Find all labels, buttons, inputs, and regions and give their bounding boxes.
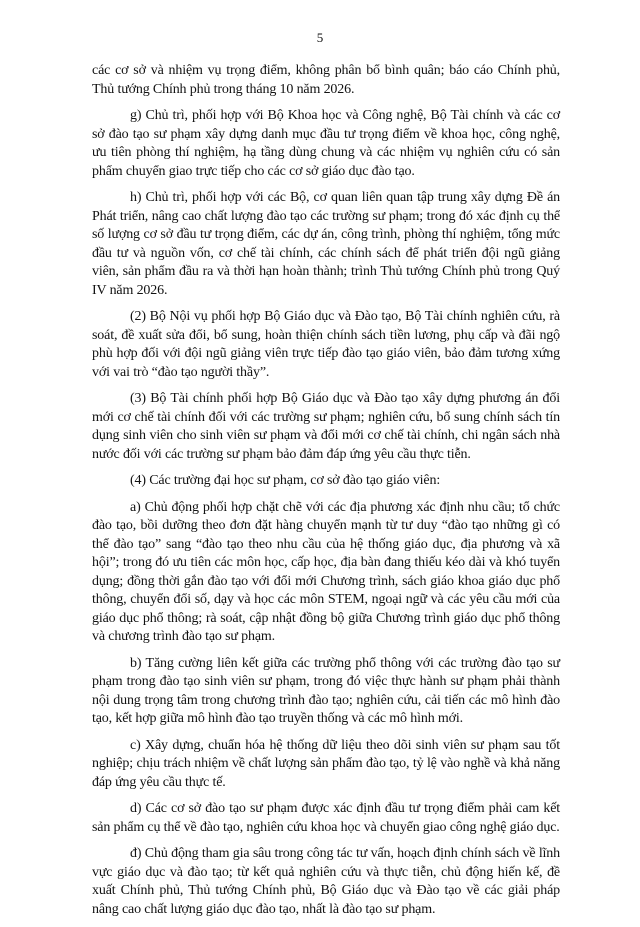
paragraph-4dd: đ) Chủ động tham gia sâu trong công tác tư vấn, hoạch định chính sách về lĩnh vực giáo dục và đào tạo; từ kết quả nghiên cứu và thực tiễn, chủ động hiến kế, đề xuất Chính phủ, Thủ tướng Chính phủ, Bộ Giáo dục và Đào tạo về các giải pháp nâng cao chất lượng giáo dục đào tạo, nhất là đào tạo sư phạm.	[92, 846, 560, 917]
paragraph-4-heading: (4) Các trường đại học sư phạm, cơ sở đào tạo giáo viên:	[130, 473, 441, 488]
paragraph-continuation: các cơ sở và nhiệm vụ trọng điểm, không phân bổ bình quân; báo cáo Chính phủ, Thủ tướng Chính phủ trong tháng 10 năm 2026.	[92, 63, 560, 97]
paragraph-4b: b) Tăng cường liên kết giữa các trường phổ thông với các trường đào tạo sư phạm trong đào tạo sinh viên sư phạm, trong đó việc thực hành sư phạm phải thành nội dung trọng tâm trong chương trình đào tạo; nghiên cứu, cải tiến các mô hình đào tạo, kết hợp giữa mô hình đào tạo truyền thống và các mô hình mới.	[92, 655, 560, 726]
page-number: 5	[316, 30, 324, 45]
document-body	[92, 62, 560, 927]
paragraph-g: g) Chủ trì, phối hợp với Bộ Khoa học và Công nghệ, Bộ Tài chính và các cơ sở đào tạo sư phạm xây dựng danh mục đầu tư trọng điểm về khoa học, công nghệ, ưu tiên phòng thí nghiệm, hạ tầng dùng chung và các nhiệm vụ nghiên cứu có sản phẩm chuyển giao trực tiếp cho các cơ sở giáo dục đào tạo.	[92, 108, 560, 179]
paragraph-h: h) Chủ trì, phối hợp với các Bộ, cơ quan liên quan tập trung xây dựng Đề án Phát triển, nâng cao chất lượng đào tạo các trường sư phạm; trong đó xác định cụ thể số lượng cơ sở đầu tư trọng điểm, các dự án, công trình, phòng thí nghiệm, tổng mức đầu tư và nguồn vốn, cơ chế tài chính, các chính sách để phát triển đội ngũ giảng viên, sản phẩm đầu ra và thời hạn hoàn thành; trình Thủ tướng Chính phủ trong Quý IV năm 2026.	[92, 190, 560, 298]
paragraph-4c: c) Xây dựng, chuẩn hóa hệ thống dữ liệu theo dõi sinh viên sư phạm sau tốt nghiệp; chịu trách nhiệm về chất lượng sản phẩm đào tạo, tỷ lệ vào nghề và khả năng đáp ứng yêu cầu thực tế.	[92, 737, 560, 790]
paragraph-2: (2) Bộ Nội vụ phối hợp Bộ Giáo dục và Đào tạo, Bộ Tài chính nghiên cứu, rà soát, đề xuất sửa đổi, bổ sung, hoàn thiện chính sách tiền lương, phụ cấp và đãi ngộ phù hợp đối với đội ngũ giảng viên trực tiếp đào tạo giáo viên, bảo đảm tương xứng với vai trò “đào tạo người thầy”.	[92, 309, 560, 380]
paragraph-3: (3) Bộ Tài chính phối hợp Bộ Giáo dục và Đào tạo xây dựng phương án đổi mới cơ chế tài chính đối với các trường sư phạm; nghiên cứu, bổ sung chính sách tín dụng sinh viên cho sinh viên sư phạm và đổi mới cơ chế tài chính, chi ngân sách nhà nước đối với các trường sư phạm bảo đảm đáp ứng yêu cầu thực tiễn.	[92, 391, 560, 462]
paragraph-4d: d) Các cơ sở đào tạo sư phạm được xác định đầu tư trọng điểm phải cam kết sản phẩm cụ thể về đào tạo, nghiên cứu khoa học và chuyển giao công nghệ giáo dục.	[92, 801, 560, 835]
paragraph-4a: a) Chủ động phối hợp chặt chẽ với các địa phương xác định nhu cầu; tổ chức đào tạo, bồi dưỡng theo đơn đặt hàng chuyển mạnh từ tư duy “đào tạo những gì có thể đào tạo” sang “đào tạo theo nhu cầu của hệ thống giáo dục, địa phương và xã hội”; trong đó ưu tiên các môn học, cấp học, địa bàn đang thiếu kéo dài và khó tuyển dụng; đồng thời gắn đào tạo với đổi mới Chương trình, sách giáo khoa giáo dục phổ thông, chuyển đổi số, dạy và học các môn STEM, ngoại ngữ và các yêu cầu mới của giáo dục phổ thông; rà soát, cập nhật đồng bộ giữa Chương trình giáo dục phổ thông và chương trình đào tạo sư phạm.	[92, 499, 560, 644]
